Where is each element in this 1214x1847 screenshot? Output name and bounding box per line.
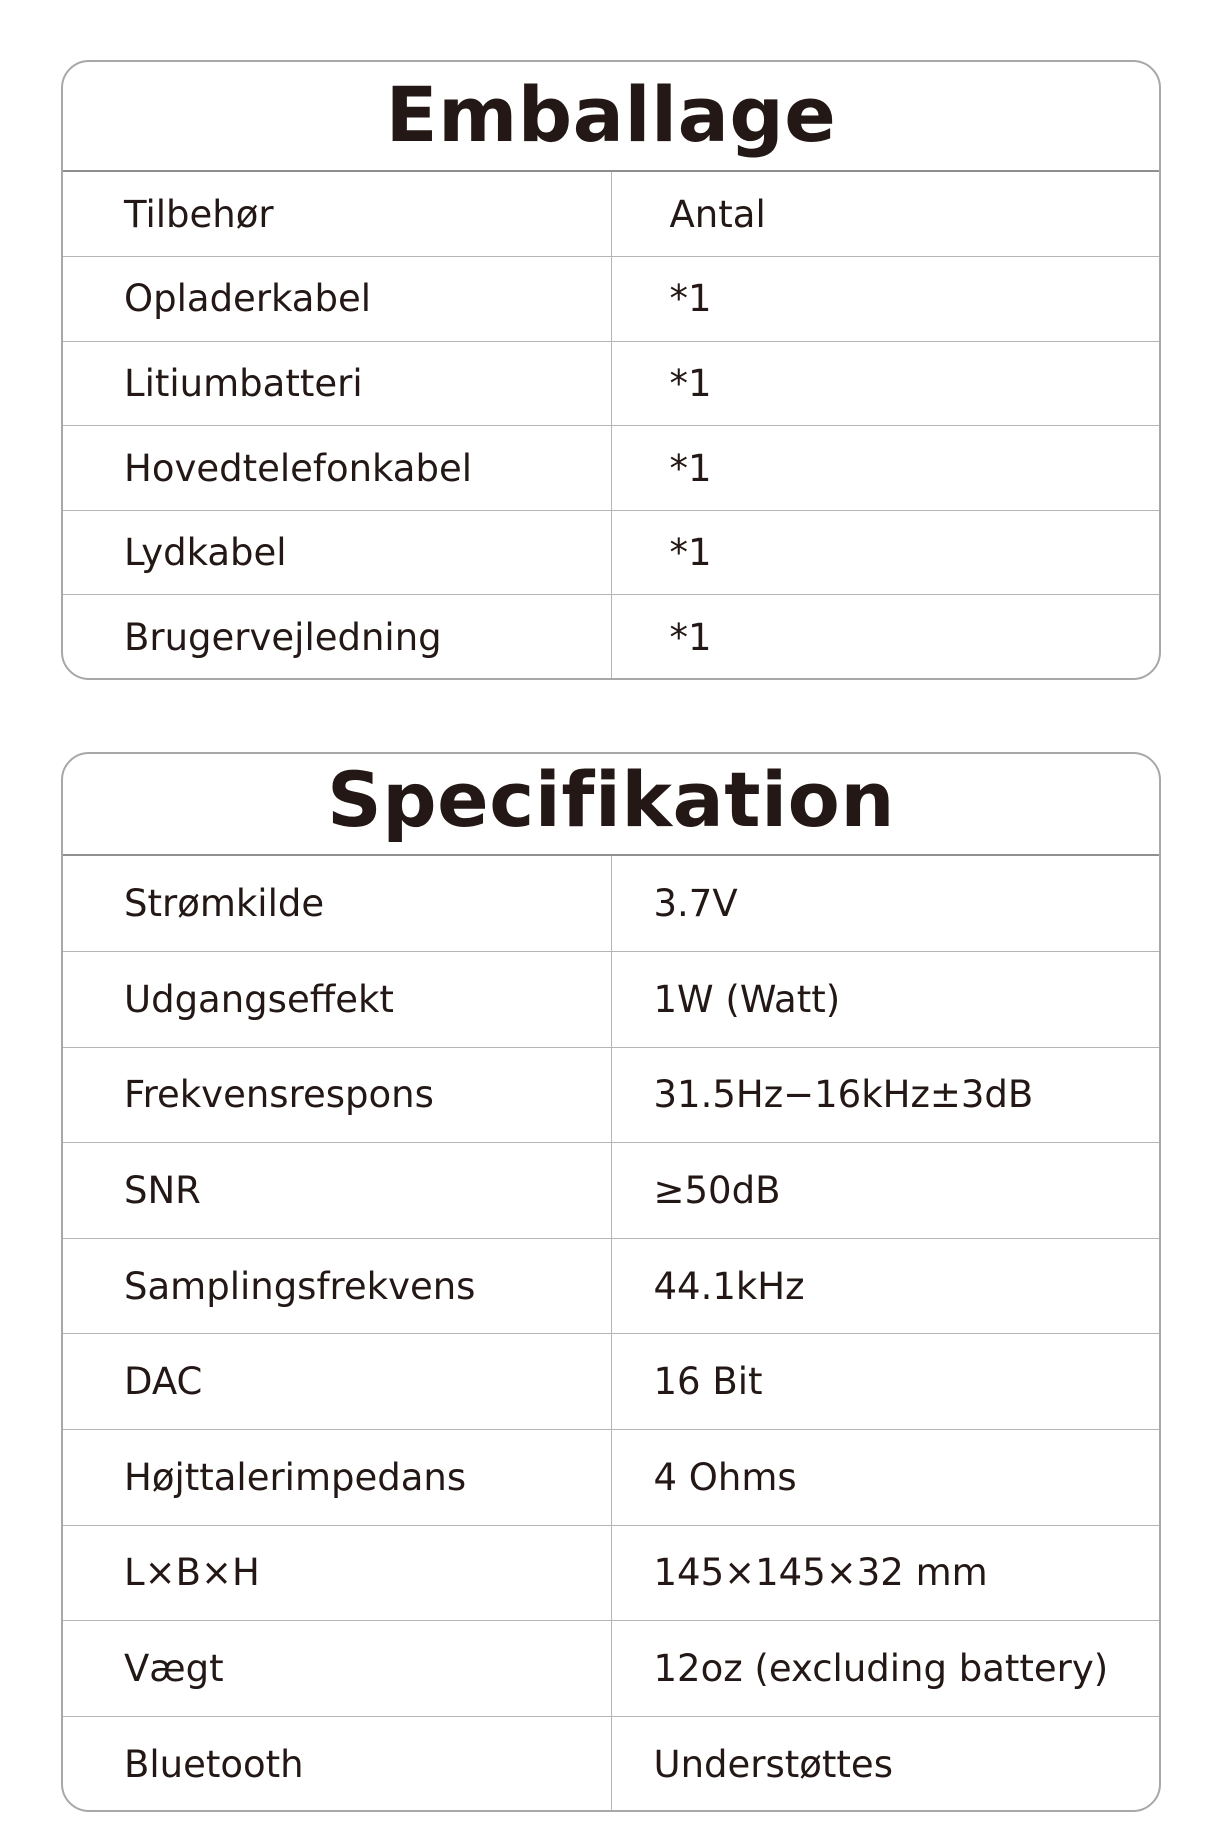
spec-label: Samplingsfrekvens <box>63 1238 611 1334</box>
packaging-header-row <box>63 172 1159 257</box>
packaging-row <box>63 426 1159 511</box>
spec-row <box>63 1621 1159 1717</box>
spec-value: 44.1kHz <box>611 1238 1159 1334</box>
spec-value: 3.7V <box>653 882 738 926</box>
packaging-item: Opladerkabel <box>63 257 611 342</box>
packaging-header-quantity: Antal <box>669 192 766 236</box>
packaging-quantity: *1 <box>611 341 1159 426</box>
packaging-table <box>63 172 1159 680</box>
spec-row <box>63 952 1159 1048</box>
spec-value: 1W (Watt) <box>611 952 1159 1048</box>
packaging-row <box>63 257 1159 342</box>
spec-label: DAC <box>63 1334 611 1430</box>
spec-value: 145×145×32 mm <box>611 1525 1159 1621</box>
specification-table <box>63 856 1159 1812</box>
packaging-row <box>63 341 1159 426</box>
packaging-quantity: *1 <box>611 510 1159 595</box>
packaging-row <box>63 510 1159 595</box>
spec-value: Understøttes <box>611 1716 1159 1812</box>
packaging-row <box>63 595 1159 680</box>
spec-row <box>63 1047 1159 1143</box>
specification-card <box>61 752 1161 1812</box>
spec-label: Frekvensrespons <box>63 1047 611 1143</box>
packaging-item: Brugervejledning <box>63 595 611 680</box>
spec-row <box>63 1525 1159 1621</box>
packaging-card <box>61 60 1161 680</box>
spec-label: Bluetooth <box>63 1716 611 1812</box>
spec-label: Højttalerimpedans <box>63 1430 611 1526</box>
spec-row <box>63 1716 1159 1812</box>
spec-value: ≥50dB <box>611 1143 1159 1239</box>
spec-label: Strømkilde <box>63 856 611 952</box>
spec-label: Vægt <box>63 1621 611 1717</box>
spec-value: 31.5Hz−16kHz±3dB <box>611 1047 1159 1143</box>
packaging-header-item: Tilbehør <box>63 172 611 257</box>
packaging-quantity: *1 <box>611 257 1159 342</box>
spec-row <box>63 1334 1159 1430</box>
packaging-item: Hovedtelefonkabel <box>63 426 611 511</box>
spec-label: SNR <box>63 1143 611 1239</box>
spec-value: 16 Bit <box>611 1334 1159 1430</box>
spec-label: Udgangseffekt <box>63 952 611 1048</box>
packaging-item: Lydkabel <box>63 510 611 595</box>
packaging-item: Litiumbatteri <box>63 341 611 426</box>
packaging-quantity: *1 <box>611 595 1159 680</box>
packaging-quantity: *1 <box>611 426 1159 511</box>
spec-row <box>63 1238 1159 1334</box>
packaging-title: Emballage <box>63 62 1159 172</box>
spec-value: 4 Ohms <box>611 1430 1159 1526</box>
spec-label: L×B×H <box>63 1525 611 1621</box>
spec-row <box>63 1143 1159 1239</box>
spec-value: 12oz (excluding battery) <box>611 1621 1159 1717</box>
spec-row <box>63 1430 1159 1526</box>
specification-title: Specifikation <box>63 754 1159 856</box>
spec-row <box>63 856 1159 952</box>
